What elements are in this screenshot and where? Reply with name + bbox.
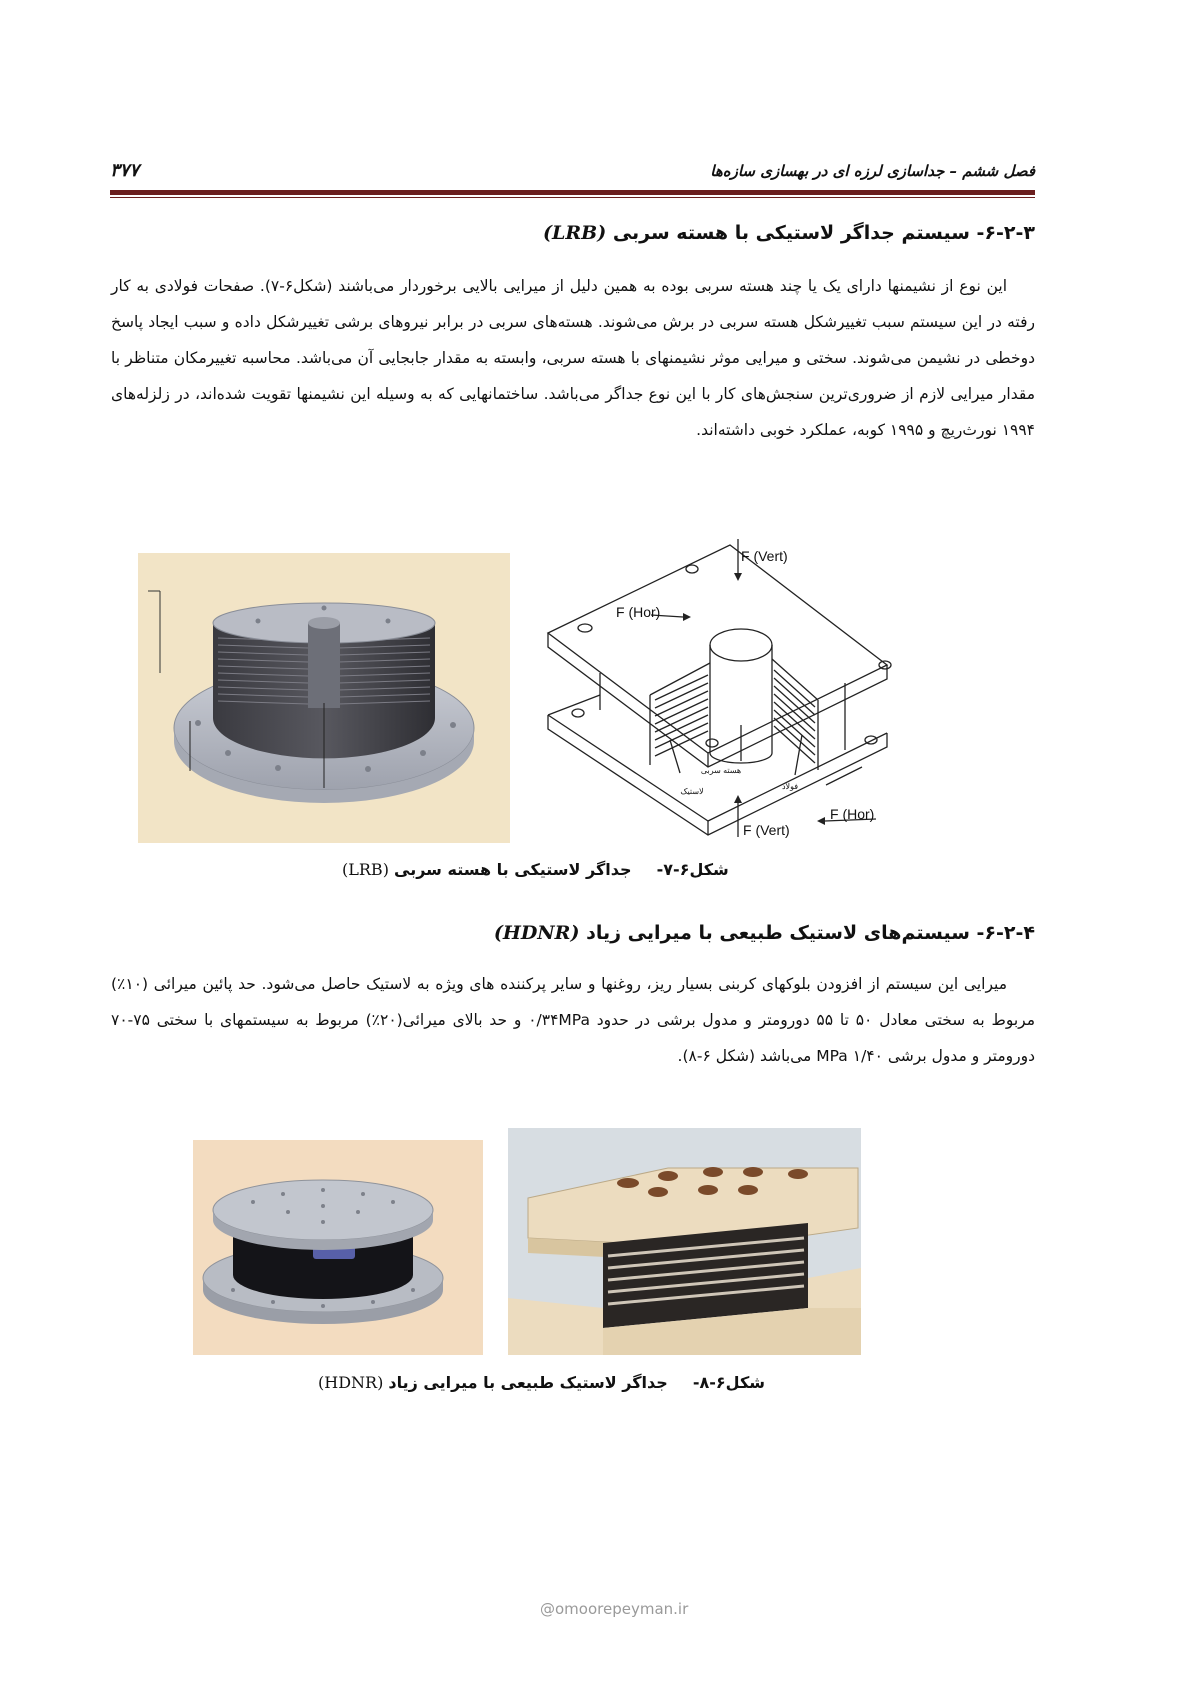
figure-7-title: جداگر لاستیکی با هسته سربی <box>394 860 632 879</box>
section-heading-lrb <box>543 222 1035 244</box>
hdnr-rect-photo <box>508 1128 861 1355</box>
watermark: @omoorepeyman.ir <box>540 1600 689 1618</box>
lrb-diagram <box>540 535 895 845</box>
paragraph-lrb <box>111 268 1035 448</box>
section-heading-hdnr <box>494 922 1035 944</box>
section-abbr: (LRB) <box>542 222 607 244</box>
figure-8-title: جداگر لاستیک طبیعی با میرایی زیاد <box>388 1373 668 1392</box>
header-rule-thin <box>110 197 1035 198</box>
chapter-title: فصل ششم – جداسازی لرزه ای در بهسازی سازه‌ها <box>710 162 1035 180</box>
label-steel: فولاد <box>781 782 799 791</box>
lrb-photo <box>138 553 510 843</box>
label-force-hor-right: F (Hor) <box>830 806 875 822</box>
label-rubber: لاستیک <box>680 787 704 796</box>
page-number: ۳۷۷ <box>110 160 140 181</box>
paragraph-hdnr <box>111 966 1035 1074</box>
label-force-vert-bottom: F (Vert) <box>743 822 790 838</box>
paragraph-text: میرایی این سیستم از افزودن بلوکهای کربنی بسیار ریز، روغنها و سایر پرکننده های ویژه به لاستیک حاصل می‌شود. حد پائین میرائی (۱۰٪) مربوط به سختی معادل ۵۰ تا ۵۵ دورومتر و مدول برشی در حدود ۰/۳۴MPa و حد بالای میرائی(۲۰٪) مربوط به سیستمهای با سختی ۷۵-۷۰ دورومتر و مدول برشی ۱/۴۰ MPa می‌باشد (شکل ۶-۸). <box>111 975 1035 1065</box>
section-abbr: (HDNR) <box>493 922 580 944</box>
hdnr-round-photo <box>193 1140 483 1355</box>
section-number: ۶-۲-۴- <box>976 922 1035 944</box>
label-force-vert-top: F (Vert) <box>741 548 788 564</box>
section-title: سیستم‌های لاستیک طبیعی با میرایی زیاد <box>586 922 970 944</box>
label-lead-core: هسته سربی <box>700 766 742 775</box>
section-number: ۶-۲-۳- <box>976 222 1035 244</box>
label-force-hor-left: F (Hor) <box>616 604 661 620</box>
page-header <box>110 150 1035 200</box>
figure-7-label: شکل۶-۷- <box>656 860 729 879</box>
paragraph-text: این نوع از نشیمنها دارای یک یا چند هسته سربی بوده به همین دلیل از میرایی بالایی برخوردار می‌باشند (شکل۶-۷). صفحات فولادی به کار رفته در این سیستم سبب تغییرشکل هسته سربی در برش می‌شوند. هسته‌های سربی در برابر نیروهای برشی تغییرشکل داده و سبب ایجاد پاسخ دوخطی در نشیمن می‌شوند. سختی و میرایی موثر نشیمنهای با هسته سربی، وابسته به مقدار جابجایی آن می‌باشد. محاسبه تغییرمکان متناظر با مقدار میرایی لازم از ضروری‌ترین سنجش‌های کار با این نوع جداگر می‌باشد. ساختمانهایی که به وسیله این نشیمنها تقویت شده‌اند، در زلزله‌های ۱۹۹۴ نورث‌ریچ و ۱۹۹۵ کوبه، عملکرد خوبی داشته‌اند. <box>111 277 1035 439</box>
figure-8-label: شکل۶-۸- <box>692 1373 765 1392</box>
figure-8-caption <box>318 1373 765 1392</box>
figure-7-caption <box>342 860 729 879</box>
section-title: سیستم جداگر لاستیکی با هسته سربی <box>612 222 970 244</box>
figure-8-abbr: (HDNR) <box>318 1373 384 1392</box>
header-rule-thick <box>110 190 1035 195</box>
figure-7-abbr: (LRB) <box>342 860 389 879</box>
